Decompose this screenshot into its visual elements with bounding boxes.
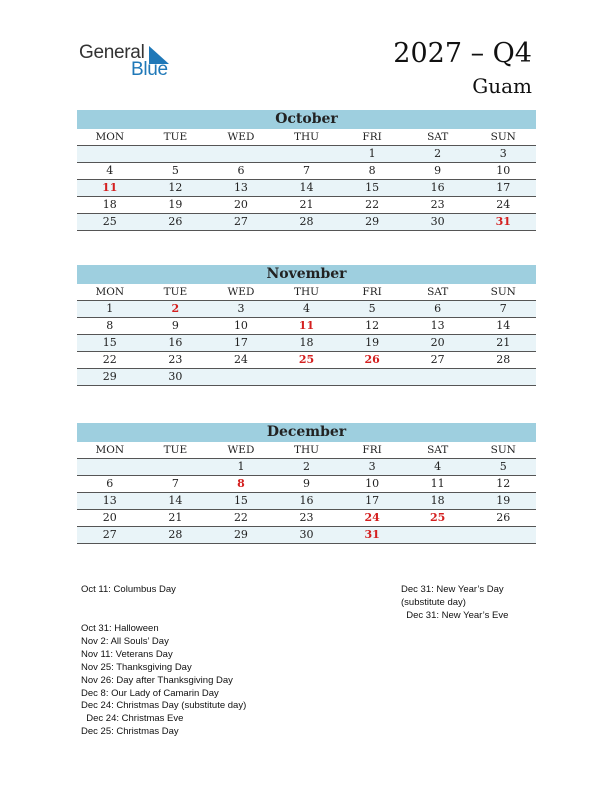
day-cell: 20 — [430, 336, 445, 349]
day-cell: 12 — [365, 319, 380, 332]
day-cell: 8 — [368, 164, 376, 177]
weekday-label: SAT — [427, 444, 449, 456]
weekday-label: WED — [227, 131, 255, 143]
week-row — [77, 510, 536, 527]
day-cell-holiday: 24 — [364, 511, 380, 524]
day-cell: 19 — [496, 494, 511, 507]
day-cell: 28 — [496, 353, 511, 366]
week-row — [77, 197, 536, 214]
day-cell — [143, 459, 209, 475]
day-cell: 26 — [496, 511, 511, 524]
day-cell: 18 — [430, 494, 445, 507]
day-cell — [470, 369, 536, 385]
day-cell: 27 — [430, 353, 445, 366]
day-cell: 7 — [499, 302, 507, 315]
day-cell: 16 — [168, 336, 183, 349]
week-row — [77, 163, 536, 180]
day-cell: 5 — [499, 460, 507, 473]
day-cell: 29 — [102, 370, 117, 383]
weekday-row — [77, 284, 536, 301]
weekday-label: SAT — [427, 131, 449, 143]
weekday-label: SAT — [427, 286, 449, 298]
day-cell-holiday: 8 — [237, 477, 245, 490]
day-cell-holiday: 25 — [298, 353, 315, 366]
holiday-note: Dec 24: Christmas Day (substitute day) — [81, 700, 247, 712]
weekday-label: WED — [227, 444, 255, 456]
day-cell-holiday: 11 — [298, 319, 315, 332]
day-cell: 30 — [430, 215, 445, 228]
logo-text-blue: Blue — [131, 59, 168, 80]
day-cell: 9 — [434, 164, 442, 177]
day-cell: 29 — [233, 528, 248, 541]
week-row — [77, 459, 536, 476]
month-december — [77, 423, 536, 544]
week-row — [77, 352, 536, 369]
day-cell: 27 — [102, 528, 117, 541]
day-cell: 19 — [365, 336, 380, 349]
day-cell: 8 — [106, 319, 114, 332]
day-cell-holiday: 31 — [495, 215, 511, 228]
day-cell: 2 — [303, 460, 311, 473]
day-cell: 1 — [106, 302, 114, 315]
holiday-note: Dec 31: New Year’s Eve — [401, 609, 509, 621]
day-cell: 21 — [168, 511, 183, 524]
weekday-label: WED — [227, 286, 255, 298]
day-cell: 25 — [102, 215, 117, 228]
day-cell: 21 — [299, 198, 314, 211]
day-cell — [208, 369, 274, 385]
month-header: December — [77, 423, 536, 442]
weekday-label: FRI — [362, 444, 382, 456]
day-cell: 3 — [368, 460, 376, 473]
day-cell: 7 — [171, 477, 179, 490]
day-cell: 24 — [233, 353, 248, 366]
weekday-row — [77, 129, 536, 146]
day-cell: 13 — [430, 319, 445, 332]
day-cell: 5 — [368, 302, 376, 315]
week-row — [77, 146, 536, 163]
day-cell: 10 — [233, 319, 248, 332]
week-row — [77, 214, 536, 231]
page-title: 2027 – Q4 — [393, 38, 532, 69]
day-cell: 6 — [434, 302, 442, 315]
day-cell — [77, 146, 143, 162]
day-cell: 24 — [496, 198, 511, 211]
day-cell: 23 — [168, 353, 183, 366]
day-cell: 20 — [233, 198, 248, 211]
weekday-label: MON — [95, 286, 125, 298]
month-november — [77, 265, 536, 386]
holiday-note: Oct 11: Columbus Day — [81, 584, 176, 595]
day-cell: 18 — [102, 198, 117, 211]
day-cell: 17 — [233, 336, 248, 349]
holiday-note: Nov 26: Day after Thanksgiving Day — [81, 674, 233, 686]
day-cell: 1 — [237, 460, 245, 473]
day-cell: 3 — [499, 147, 507, 160]
holiday-notes-list — [81, 623, 246, 739]
day-cell: 14 — [168, 494, 183, 507]
weekday-label: FRI — [362, 131, 382, 143]
holiday-notes-top — [81, 584, 176, 597]
holiday-note: Nov 2: All Souls’ Day — [81, 635, 169, 647]
day-cell: 14 — [299, 181, 314, 194]
month-header: October — [77, 110, 536, 129]
day-cell: 12 — [168, 181, 183, 194]
holiday-note: Dec 8: Our Lady of Camarin Day — [81, 687, 219, 699]
holiday-note: Oct 31: Halloween — [81, 623, 159, 634]
month-header: November — [77, 265, 536, 284]
day-cell: 29 — [365, 215, 380, 228]
day-cell: 16 — [299, 494, 314, 507]
day-cell — [143, 146, 209, 162]
day-cell: 5 — [171, 164, 179, 177]
day-cell: 14 — [496, 319, 511, 332]
day-cell: 28 — [299, 215, 314, 228]
holiday-note: Dec 25: Christmas Day — [81, 726, 179, 738]
day-cell: 13 — [102, 494, 117, 507]
holiday-note: (substitute day) — [401, 596, 466, 608]
day-cell: 12 — [496, 477, 511, 490]
day-cell: 22 — [102, 353, 117, 366]
weekday-label: SUN — [490, 286, 516, 298]
day-cell: 13 — [233, 181, 248, 194]
weekday-label: SUN — [490, 444, 516, 456]
weekday-label: TUE — [163, 444, 188, 456]
weekday-label: MON — [95, 444, 125, 456]
day-cell: 22 — [365, 198, 380, 211]
day-cell: 17 — [496, 181, 511, 194]
day-cell: 10 — [365, 477, 380, 490]
holiday-note: Dec 24: Christmas Eve — [81, 713, 184, 725]
day-cell — [470, 527, 536, 543]
week-row — [77, 180, 536, 197]
day-cell: 15 — [233, 494, 248, 507]
day-cell-holiday: 25 — [430, 511, 446, 524]
holiday-note: Nov 11: Veterans Day — [81, 648, 173, 660]
day-cell: 23 — [430, 198, 445, 211]
day-cell: 17 — [365, 494, 380, 507]
day-cell: 28 — [168, 528, 183, 541]
day-cell — [339, 369, 405, 385]
day-cell — [405, 527, 471, 543]
holiday-note: Dec 31: New Year’s Day — [401, 584, 504, 595]
weekday-row — [77, 442, 536, 459]
weekday-label: TUE — [163, 286, 188, 298]
day-cell — [77, 459, 143, 475]
day-cell: 21 — [496, 336, 511, 349]
weekday-label: THU — [294, 444, 320, 456]
week-row — [77, 301, 536, 318]
day-cell: 15 — [365, 181, 380, 194]
day-cell: 2 — [434, 147, 442, 160]
weekday-label: THU — [294, 286, 320, 298]
day-cell: 27 — [233, 215, 248, 228]
day-cell — [274, 146, 340, 162]
day-cell — [208, 146, 274, 162]
weekday-label: TUE — [163, 131, 188, 143]
day-cell: 7 — [303, 164, 311, 177]
day-cell: 22 — [233, 511, 248, 524]
page-subtitle: Guam — [472, 74, 532, 98]
day-cell — [274, 369, 340, 385]
logo — [79, 42, 179, 82]
day-cell: 4 — [434, 460, 442, 473]
week-row — [77, 527, 536, 544]
day-cell: 26 — [168, 215, 183, 228]
day-cell: 9 — [171, 319, 179, 332]
day-cell: 6 — [237, 164, 245, 177]
day-cell: 19 — [168, 198, 183, 211]
day-cell: 11 — [430, 477, 445, 490]
day-cell: 4 — [303, 302, 311, 315]
day-cell: 23 — [299, 511, 314, 524]
week-row — [77, 369, 536, 386]
holiday-notes-right — [401, 584, 508, 623]
day-cell: 30 — [168, 370, 183, 383]
day-cell-holiday: 31 — [364, 528, 380, 541]
day-cell: 1 — [368, 147, 376, 160]
day-cell-holiday: 26 — [364, 353, 380, 366]
week-row — [77, 493, 536, 510]
day-cell: 15 — [102, 336, 117, 349]
day-cell-holiday: 11 — [102, 181, 118, 194]
month-october — [77, 110, 536, 231]
day-cell-holiday: 2 — [171, 302, 180, 315]
holiday-note: Nov 25: Thanksgiving Day — [81, 661, 192, 673]
weekday-label: MON — [95, 131, 125, 143]
day-cell: 20 — [102, 511, 117, 524]
day-cell: 30 — [299, 528, 314, 541]
week-row — [77, 335, 536, 352]
day-cell: 4 — [106, 164, 114, 177]
day-cell — [405, 369, 471, 385]
day-cell: 3 — [237, 302, 245, 315]
weekday-label: THU — [294, 131, 320, 143]
day-cell: 18 — [299, 336, 314, 349]
weekday-label: SUN — [490, 131, 516, 143]
day-cell: 10 — [496, 164, 511, 177]
day-cell: 16 — [430, 181, 445, 194]
week-row — [77, 318, 536, 335]
day-cell: 6 — [106, 477, 114, 490]
week-row — [77, 476, 536, 493]
day-cell: 9 — [303, 477, 311, 490]
weekday-label: FRI — [362, 286, 382, 298]
logo-text-general: General — [79, 42, 145, 63]
